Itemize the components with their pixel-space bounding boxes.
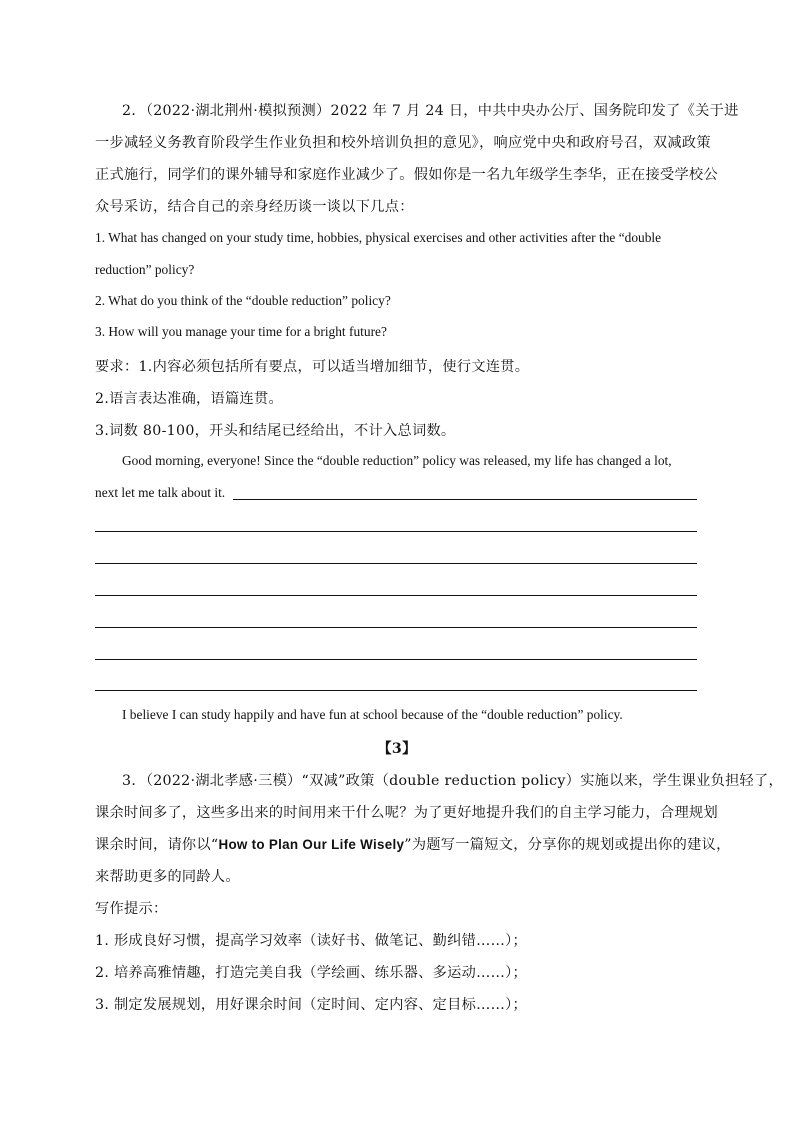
- q2-requirement-2: 2.语言表达准确，语篇连贯。: [95, 391, 283, 407]
- q2-point-1: 1. What has changed on your study time, hobbies, physical exercises and other activities after the “double: [95, 230, 662, 245]
- q3-line-3: [95, 834, 731, 854]
- answer-line-3[interactable]: [95, 563, 697, 564]
- q3-tip-3: 3. 制定发展规划，用好课余时间（定时间、定内容、定目标……）；: [95, 997, 527, 1013]
- answer-line-4[interactable]: [95, 595, 697, 596]
- q3-line-2: 课余时间多了，这些多出来的时间用来干什么呢？为了更好地提升我们的自主学习能力，合理规划: [95, 805, 718, 821]
- q2-opening-line-1: Good morning, everyone! Since the “double reduction” policy was released, my life has changed a lot,: [122, 453, 672, 468]
- q3-tip-2: 2. 培养高雅情趣，打造完美自我（学绘画、练乐器、多运动……）；: [95, 965, 527, 981]
- q3-line-4: 来帮助更多的同龄人。: [95, 869, 240, 885]
- q2-intro-line-2: 一步减轻义务教育阶段学生作业负担和校外培训负担的意见》，响应党中央和政府号召，双减政策: [95, 135, 711, 151]
- answer-line-2[interactable]: [95, 531, 697, 532]
- essay-title: How to Plan Our Life Wisely: [218, 837, 405, 852]
- section-marker: 【3】: [377, 741, 417, 757]
- answer-line-7[interactable]: [95, 690, 697, 691]
- q3-line-3-prefix: 课余时间，请你以“: [95, 837, 219, 853]
- q3-tip-1: 1. 形成良好习惯，提高学习效率（读好书、做笔记、勤纠错……）；: [95, 933, 527, 949]
- q2-point-3: 3. How will you manage your time for a bright future?: [95, 324, 387, 339]
- q3-tips-heading: 写作提示：: [95, 901, 168, 917]
- q2-requirement-1: 要求：1.内容必须包括所有要点，可以适当增加细节，使行文连贯。: [95, 359, 530, 375]
- q2-point-1-cont: reduction” policy?: [95, 262, 195, 277]
- q2-intro-line-1: 2．（2022·湖北荆州·模拟预测）2022 年 7 月 24 日，中共中央办公厅、国务院印发了《关于进: [122, 103, 739, 119]
- q2-requirement-3: 3.词数 80-100，开头和结尾已经给出，不计入总词数。: [95, 423, 456, 439]
- q2-intro-line-3: 正式施行，同学们的课外辅导和家庭作业减少了。假如你是一名九年级学生李华，正在接受学校公: [95, 167, 718, 183]
- answer-line-5[interactable]: [95, 627, 697, 628]
- q2-opening-line-2: next let me talk about it.: [95, 485, 226, 500]
- answer-line-6[interactable]: [95, 659, 697, 660]
- q3-line-1: 3．（2022·湖北孝感·三模）“双减”政策（double reduction policy）实施以来，学生课业负担轻了，: [122, 773, 784, 789]
- answer-line-1[interactable]: [233, 499, 697, 500]
- q2-intro-line-4: 众号采访，结合自己的亲身经历谈一谈以下几点：: [95, 199, 414, 215]
- q2-point-2: 2. What do you think of the “double reduction” policy?: [95, 293, 391, 308]
- q2-closing: I believe I can study happily and have fun at school because of the “double reduction” policy.: [122, 707, 623, 722]
- q3-line-3-suffix: ”为题写一篇短文，分享你的规划或提出你的建议，: [404, 837, 731, 853]
